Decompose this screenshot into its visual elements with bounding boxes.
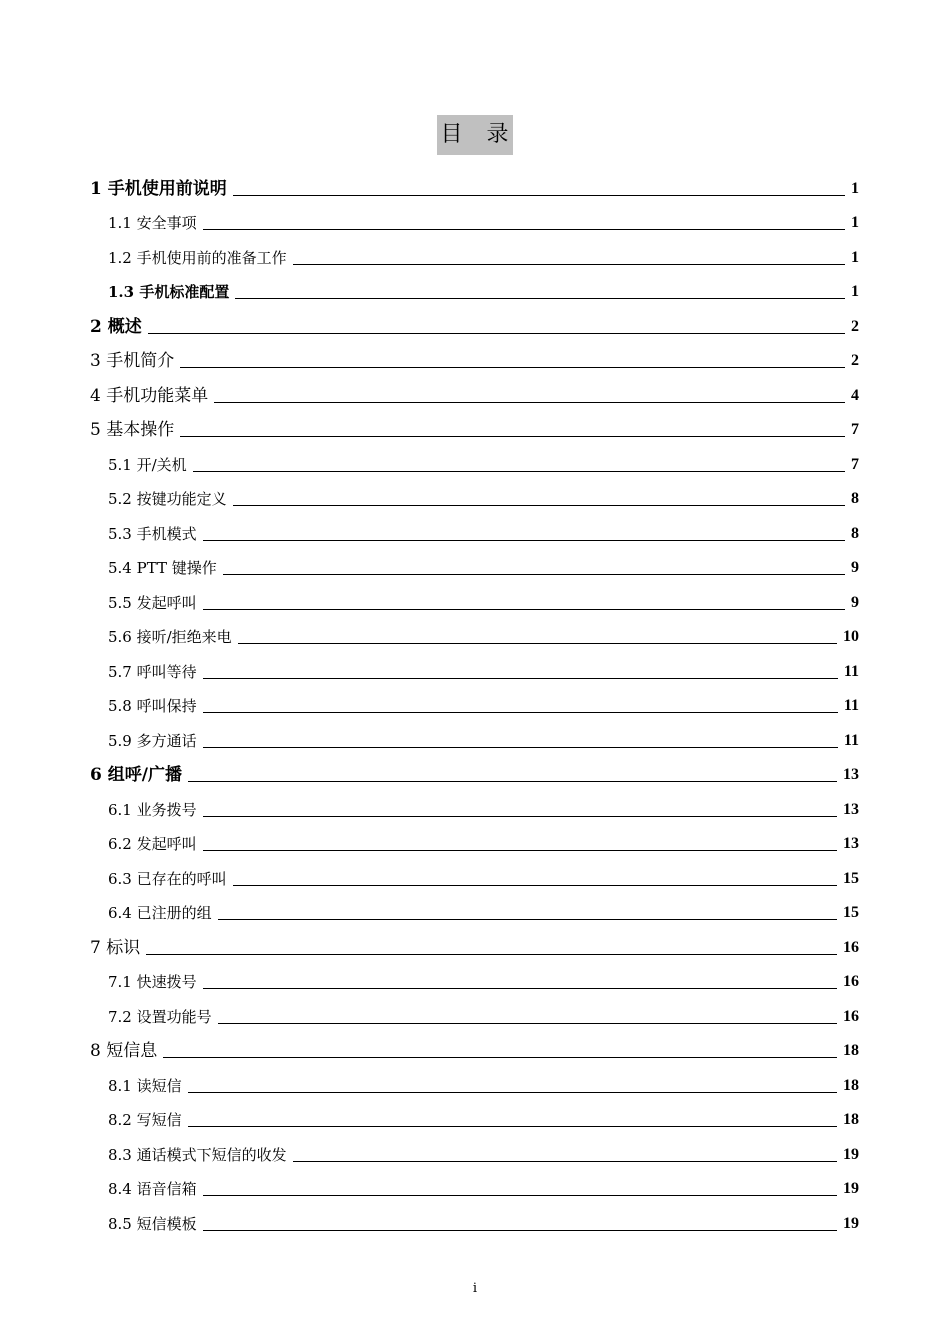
- toc-leader-line: [203, 747, 838, 748]
- toc-entry[interactable]: [0, 481, 950, 516]
- toc-entry[interactable]: [0, 1205, 950, 1240]
- toc-entry[interactable]: [0, 791, 950, 826]
- toc-entry-page: 10: [843, 628, 859, 645]
- toc-entry-label: 6 组呼/广播: [90, 765, 182, 785]
- toc-leader-line: [233, 505, 845, 506]
- toc-entry-label: 7 标识: [90, 937, 141, 958]
- toc-entry-page: 11: [843, 731, 859, 749]
- toc-entry-page: 18: [843, 1042, 859, 1059]
- toc-entry[interactable]: [0, 688, 950, 723]
- toc-entry-label: 8.5 短信模板: [108, 1214, 197, 1233]
- toc-entry-page: 13: [843, 835, 859, 852]
- toc-leader-line: [203, 1195, 837, 1196]
- toc-entry-page: 7: [851, 455, 859, 473]
- toc-title-wrap: [0, 115, 950, 155]
- toc-entry-page: 16: [843, 973, 859, 990]
- toc-leader-line: [233, 195, 845, 196]
- toc-entry-label: 8.1 读短信: [108, 1076, 182, 1095]
- toc-leader-line: [214, 402, 845, 403]
- toc-entry[interactable]: [0, 377, 950, 412]
- toc-entry-page: 19: [843, 1180, 859, 1197]
- toc-entry[interactable]: [0, 929, 950, 964]
- toc-entry[interactable]: [0, 412, 950, 447]
- toc-leader-line: [203, 816, 837, 817]
- toc-leader-line: [180, 436, 845, 437]
- toc-entry-page: 2: [851, 352, 859, 369]
- page-number: i: [472, 1281, 478, 1296]
- toc-entry-label: 4 手机功能菜单: [90, 385, 209, 406]
- toc-entry-page: 19: [843, 1145, 859, 1163]
- toc-entry-label: 8.4 语音信箱: [108, 1180, 197, 1198]
- toc-entry-page: 4: [851, 386, 859, 404]
- toc-entry-label: 5.5 发起呼叫: [108, 593, 197, 612]
- toc-leader-line: [146, 954, 837, 955]
- toc-entry-label: 5.9 多方通话: [108, 731, 197, 750]
- toc-entry-label: 6.2 发起呼叫: [108, 835, 197, 853]
- toc-entry-page: 2: [851, 317, 859, 335]
- toc-entry-label: 6.1 业务拨号: [108, 800, 197, 819]
- toc-entry-label: 6.4 已注册的组: [108, 904, 212, 922]
- toc-entry[interactable]: [0, 1136, 950, 1171]
- toc-entry-page: 7: [851, 421, 859, 438]
- toc-leader-line: [193, 471, 845, 472]
- toc-entry-page: 9: [851, 559, 859, 576]
- toc-entry-page: 9: [851, 593, 859, 611]
- toc-entry-label: 8.2 写短信: [108, 1111, 182, 1129]
- toc-entry[interactable]: [0, 895, 950, 930]
- toc-entry-label: 5 基本操作: [90, 420, 175, 440]
- toc-entry-label: 1.1 安全事项: [108, 214, 197, 232]
- toc-leader-line: [218, 1023, 837, 1024]
- toc-entry[interactable]: [0, 343, 950, 378]
- toc-leader-line: [293, 264, 845, 265]
- toc-leader-line: [238, 643, 837, 644]
- toc-entry-page: 15: [843, 904, 859, 921]
- toc-leader-line: [223, 574, 845, 575]
- toc-leader-line: [203, 609, 845, 610]
- toc-entry[interactable]: [0, 239, 950, 274]
- toc-entry-page: 18: [843, 1076, 859, 1094]
- toc-entry-label: 5.2 按键功能定义: [108, 490, 227, 508]
- toc-entry[interactable]: [0, 998, 950, 1033]
- toc-entry[interactable]: [0, 170, 950, 205]
- toc-title: 目 录: [437, 115, 512, 155]
- toc-entry-page: 16: [843, 1007, 859, 1025]
- toc-entry-page: 16: [843, 938, 859, 956]
- toc-leader-line: [293, 1161, 837, 1162]
- toc-entry-label: 5.6 接听/拒绝来电: [108, 628, 232, 646]
- toc-leader-line: [203, 850, 837, 851]
- toc-entry-page: 13: [843, 800, 859, 818]
- toc-entry[interactable]: [0, 653, 950, 688]
- toc-entry-label: 8 短信息: [90, 1041, 158, 1061]
- toc-entry-page: 1: [851, 283, 859, 300]
- toc-entry[interactable]: [0, 515, 950, 550]
- toc-leader-line: [218, 919, 837, 920]
- toc-entry[interactable]: [0, 274, 950, 309]
- toc-entry-page: 13: [843, 766, 859, 783]
- toc-entry-label: 8.3 通话模式下短信的收发: [108, 1145, 287, 1164]
- toc-entry-page: 18: [843, 1111, 859, 1128]
- toc-leader-line: [180, 367, 845, 368]
- toc-entry-label: 5.4 PTT 键操作: [108, 559, 217, 577]
- toc-entry[interactable]: [0, 826, 950, 861]
- toc-entry-page: 11: [843, 697, 859, 714]
- toc-entry-page: 1: [851, 248, 859, 266]
- toc-leader-line: [235, 298, 845, 299]
- toc-entry-label: 5.8 呼叫保持: [108, 697, 197, 715]
- toc-entry-label: 3 手机简介: [90, 351, 175, 371]
- toc-entry[interactable]: [0, 205, 950, 240]
- toc-entry-page: 1: [851, 179, 859, 197]
- toc-entry-page: 8: [851, 524, 859, 542]
- toc-entry-page: 1: [851, 214, 859, 231]
- toc-entry[interactable]: [0, 860, 950, 895]
- toc-entry-page: 19: [843, 1214, 859, 1232]
- toc-entry[interactable]: [0, 757, 950, 792]
- toc-entry-label: 7.2 设置功能号: [108, 1007, 212, 1026]
- toc-entry[interactable]: [0, 550, 950, 585]
- toc-entry-label: 2 概述: [90, 316, 142, 337]
- toc-entry[interactable]: [0, 619, 950, 654]
- toc-entry[interactable]: [0, 584, 950, 619]
- toc-leader-line: [203, 540, 845, 541]
- toc-entry[interactable]: [0, 1067, 950, 1102]
- toc-entry-label: 1.3 手机标准配置: [108, 283, 230, 301]
- toc-leader-line: [188, 1126, 837, 1127]
- toc-entry[interactable]: [0, 1171, 950, 1206]
- toc-leader-line: [188, 781, 837, 782]
- toc-entry[interactable]: [0, 446, 950, 481]
- toc-leader-line: [233, 885, 837, 886]
- toc-entry-label: 5.7 呼叫等待: [108, 662, 197, 681]
- toc-entry-page: 11: [843, 662, 859, 680]
- toc-leader-line: [203, 1230, 837, 1231]
- toc-leader-line: [188, 1092, 837, 1093]
- toc-entry[interactable]: [0, 308, 950, 343]
- toc-entry[interactable]: [0, 1033, 950, 1068]
- toc-entry[interactable]: [0, 722, 950, 757]
- toc-leader-line: [203, 229, 845, 230]
- toc-leader-line: [203, 712, 838, 713]
- toc-entry[interactable]: [0, 1102, 950, 1137]
- toc-entry[interactable]: [0, 964, 950, 999]
- toc-entry-label: 7.1 快速拨号: [108, 973, 197, 991]
- toc-leader-line: [203, 678, 838, 679]
- toc-entry-label: 5.3 手机模式: [108, 524, 197, 543]
- toc-entry-label: 1.2 手机使用前的准备工作: [108, 248, 287, 267]
- toc-entry-page: 15: [843, 869, 859, 887]
- toc-leader-line: [163, 1057, 837, 1058]
- toc-entry-label: 5.1 开/关机: [108, 455, 187, 474]
- toc-entry-label: 6.3 已存在的呼叫: [108, 869, 227, 888]
- toc-leader-line: [203, 988, 837, 989]
- toc-entry-page: 8: [851, 490, 859, 507]
- toc-leader-line: [148, 333, 845, 334]
- toc-entry-label: 1 手机使用前说明: [90, 178, 227, 199]
